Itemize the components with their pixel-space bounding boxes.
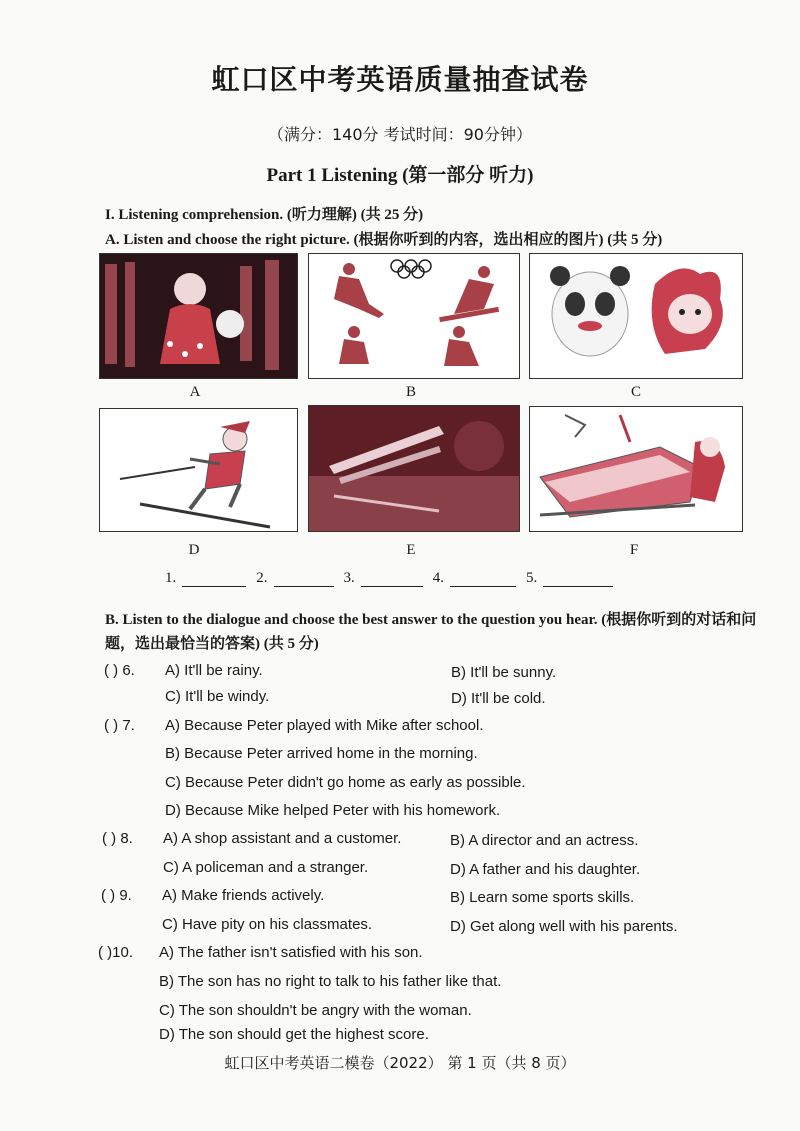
blank-4-label: 4. [432, 570, 444, 586]
question-10-number: ( )10. [98, 944, 134, 961]
picture-a [99, 253, 298, 379]
exam-title: 虹口区中考英语质量抽查试卷 [211, 63, 589, 96]
olympic-mascots-picture [530, 254, 742, 378]
q9-option-b: B) Learn some sports skills. [450, 889, 635, 906]
bridge-river-picture [309, 406, 519, 531]
q7-option-c: C) Because Peter didn't go home as early as possible. [165, 774, 526, 791]
q8-option-a: A) A shop assistant and a customer. [163, 830, 402, 847]
blank-2[interactable] [274, 570, 334, 587]
picture-f-label: F [629, 542, 639, 558]
q7-option-d: D) Because Mike helped Peter with his homework. [165, 802, 501, 819]
bobsled-picture [530, 407, 742, 531]
exam-subtitle: （满分：140分 考试时间：90分钟） [268, 125, 532, 144]
blank-5[interactable] [543, 570, 613, 587]
girl-with-cat-picture [100, 254, 297, 378]
q7-option-b: B) Because Peter arrived home in the morning. [165, 745, 478, 762]
picture-c-label: C [630, 384, 641, 400]
picture-b [308, 253, 520, 379]
q6-option-d: D) It'll be cold. [451, 690, 546, 707]
picture-c [529, 253, 743, 379]
picture-a-label: A [189, 384, 201, 400]
q10-option-c: C) The son shouldn't be angry with the woman. [159, 1002, 472, 1019]
picture-e [308, 405, 520, 532]
q10-option-a: A) The father isn't satisfied with his son. [159, 944, 423, 961]
q6-option-a: A) It'll be rainy. [165, 662, 263, 679]
blank-5-label: 5. [526, 570, 538, 586]
section-B-heading: B. Listen to the dialogue and choose the best answer to the question you hear. (根据你听到的对话和问题，选出最恰当的答案) (共 5 分) [105, 612, 757, 652]
q10-option-d: D) The son should get the highest score. [159, 1026, 429, 1043]
page-footer: 虹口区中考英语二模卷（2022） 第 1 页（共 8 页） [224, 1054, 576, 1072]
q9-option-c: C) Have pity on his classmates. [162, 916, 373, 933]
q9-option-d: D) Get along well with his parents. [450, 918, 678, 935]
blank-2-label: 2. [256, 570, 268, 586]
q7-option-a: A) Because Peter played with Mike after school. [165, 717, 484, 734]
q6-option-c: C) It'll be windy. [165, 688, 270, 705]
blank-4[interactable] [450, 570, 516, 587]
picture-d [99, 408, 298, 532]
blank-3[interactable] [361, 570, 423, 587]
q8-option-d: D) A father and his daughter. [450, 861, 641, 878]
picture-d-label: D [188, 542, 200, 558]
picture-b-label: B [405, 384, 416, 400]
part-heading: Part 1 Listening (第一部分 听力) [266, 165, 534, 186]
question-7-number: ( ) 7. [104, 717, 135, 734]
section-A-heading: A. Listen and choose the right picture. (根据你听到的内容，选出相应的图片) (共 5 分) [105, 232, 663, 248]
question-6-number: ( ) 6. [104, 662, 135, 679]
section-I-heading: I. Listening comprehension. (听力理解) (共 25 分) [105, 207, 424, 223]
q10-option-b: B) The son has no right to talk to his father like that. [159, 973, 502, 990]
winter-sports-olympic-picture [309, 254, 519, 378]
question-9-number: ( ) 9. [101, 887, 132, 904]
q6-option-b: B) It'll be sunny. [451, 664, 557, 681]
blank-1-label: 1. [165, 570, 177, 586]
q8-option-c: C) A policeman and a stranger. [163, 859, 369, 876]
q9-option-a: A) Make friends actively. [162, 887, 325, 904]
picture-f [529, 406, 743, 532]
skier-picture [100, 409, 297, 531]
picture-e-label: E [406, 542, 416, 558]
blank-3-label: 3. [343, 570, 355, 586]
blank-1[interactable] [182, 570, 246, 587]
q8-option-b: B) A director and an actress. [450, 832, 639, 849]
question-8-number: ( ) 8. [102, 830, 133, 847]
answer-blanks [165, 570, 619, 587]
